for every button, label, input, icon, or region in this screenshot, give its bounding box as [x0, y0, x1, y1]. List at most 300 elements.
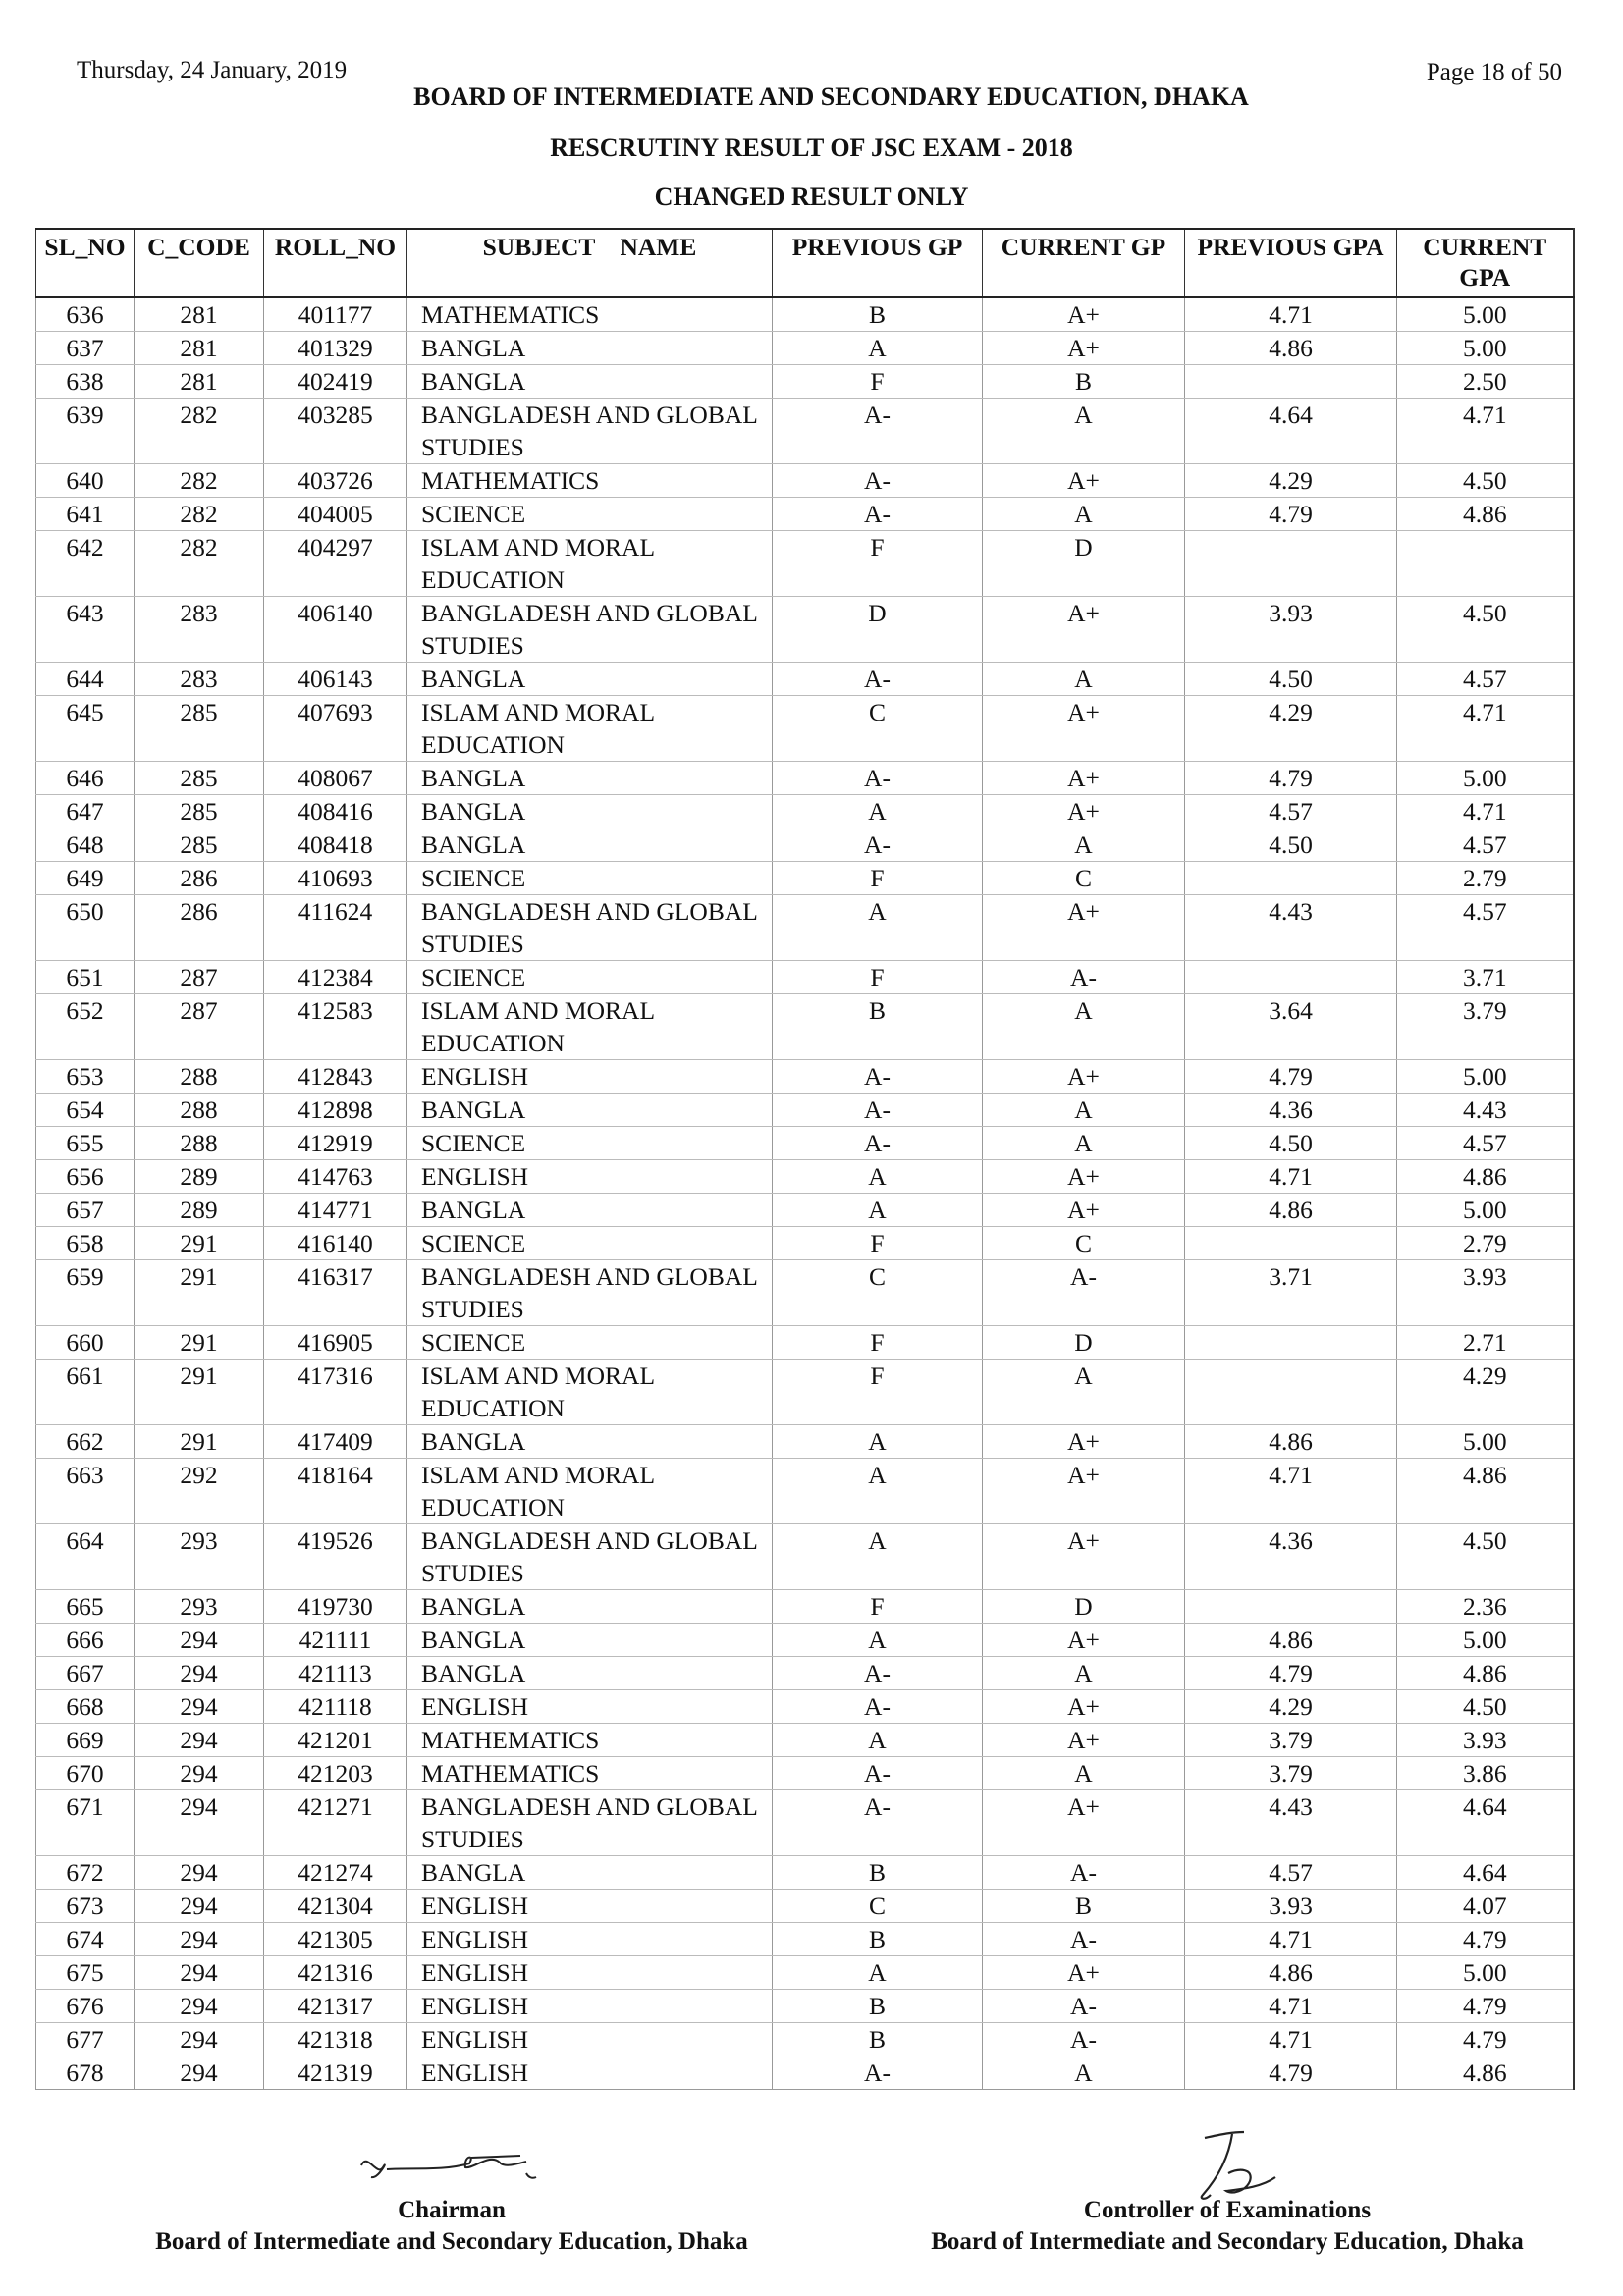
subject-name-cell: MATHEMATICS — [407, 1724, 773, 1757]
previous-gpa-cell: 3.93 — [1185, 597, 1397, 663]
previous-gpa-cell: 4.36 — [1185, 1524, 1397, 1590]
previous-gpa-cell: 4.86 — [1185, 332, 1397, 365]
previous-gpa-cell: 4.86 — [1185, 1624, 1397, 1657]
c-code-cell: 286 — [135, 895, 264, 961]
roll-no-cell: 421203 — [264, 1757, 407, 1790]
table-row — [36, 1690, 1574, 1724]
roll-no-cell: 421317 — [264, 1990, 407, 2023]
roll-no-cell: 411624 — [264, 895, 407, 961]
previous-gp-cell: A- — [773, 1094, 983, 1127]
previous-gpa-cell: 4.71 — [1185, 1990, 1397, 2023]
c-code-cell: 283 — [135, 663, 264, 696]
current-gpa-cell: 5.00 — [1397, 762, 1574, 795]
current-gpa-cell: 4.86 — [1397, 1160, 1574, 1194]
current-gpa-cell — [1397, 531, 1574, 597]
table-row — [36, 297, 1574, 332]
c-code-cell: 291 — [135, 1260, 264, 1326]
subject-name-cell: BANGLADESH AND GLOBAL STUDIES — [407, 1790, 773, 1856]
previous-gp-cell: A — [773, 795, 983, 828]
roll-no-cell: 408067 — [264, 762, 407, 795]
roll-no-cell: 407693 — [264, 696, 407, 762]
table-row — [36, 862, 1574, 895]
current-gpa-cell: 5.00 — [1397, 1425, 1574, 1459]
table-row — [36, 597, 1574, 663]
table-row — [36, 531, 1574, 597]
previous-gp-cell: F — [773, 1227, 983, 1260]
table-row — [36, 895, 1574, 961]
sl-no-cell: 645 — [36, 696, 135, 762]
previous-gpa-cell: 3.71 — [1185, 1260, 1397, 1326]
previous-gpa-cell: 4.71 — [1185, 1160, 1397, 1194]
current-gp-cell: A — [983, 399, 1185, 464]
previous-gpa-cell — [1185, 531, 1397, 597]
current-gp-cell: A+ — [983, 696, 1185, 762]
sl-no-cell: 675 — [36, 1956, 135, 1990]
current-gpa-cell: 5.00 — [1397, 297, 1574, 332]
previous-gp-cell: A- — [773, 1657, 983, 1690]
sl-no-cell: 639 — [36, 399, 135, 464]
c-code-cell: 294 — [135, 1790, 264, 1856]
previous-gp-cell: F — [773, 365, 983, 399]
current-gpa-cell: 2.79 — [1397, 862, 1574, 895]
current-gp-cell: A+ — [983, 597, 1185, 663]
current-gp-cell: A+ — [983, 1790, 1185, 1856]
controller-title: Controller of Examinations — [1083, 2197, 1372, 2223]
current-gpa-cell: 4.57 — [1397, 663, 1574, 696]
previous-gpa-cell: 4.36 — [1185, 1094, 1397, 1127]
c-code-cell: 293 — [135, 1590, 264, 1624]
c-code-cell: 294 — [135, 1890, 264, 1923]
subject-name-cell: ENGLISH — [407, 1956, 773, 1990]
subject-name-cell: BANGLA — [407, 1194, 773, 1227]
previous-gp-cell: A- — [773, 828, 983, 862]
current-gpa-cell: 4.50 — [1397, 1690, 1574, 1724]
col-roll-no: ROLL_NO — [264, 229, 407, 297]
previous-gp-cell: B — [773, 994, 983, 1060]
current-gp-cell: A+ — [983, 1956, 1185, 1990]
sl-no-cell: 646 — [36, 762, 135, 795]
table-row — [36, 1757, 1574, 1790]
current-gp-cell: C — [983, 862, 1185, 895]
previous-gpa-cell: 4.29 — [1185, 696, 1397, 762]
roll-no-cell: 404297 — [264, 531, 407, 597]
roll-no-cell: 419730 — [264, 1590, 407, 1624]
table-row — [36, 1890, 1574, 1923]
table-row — [36, 1326, 1574, 1360]
current-gp-cell: A- — [983, 1923, 1185, 1956]
previous-gpa-cell: 4.86 — [1185, 1956, 1397, 1990]
previous-gp-cell: A — [773, 1425, 983, 1459]
chairman-title: Chairman — [398, 2197, 506, 2223]
c-code-cell: 292 — [135, 1459, 264, 1524]
current-gp-cell: A+ — [983, 1194, 1185, 1227]
current-gp-cell: B — [983, 365, 1185, 399]
sl-no-cell: 644 — [36, 663, 135, 696]
previous-gpa-cell: 4.50 — [1185, 828, 1397, 862]
c-code-cell: 291 — [135, 1425, 264, 1459]
table-row — [36, 795, 1574, 828]
table-row — [36, 1360, 1574, 1425]
current-gp-cell: A- — [983, 2023, 1185, 2056]
subject-name-cell: ENGLISH — [407, 1690, 773, 1724]
current-gpa-cell: 4.79 — [1397, 1990, 1574, 2023]
c-code-cell: 288 — [135, 1094, 264, 1127]
table-row — [36, 961, 1574, 994]
previous-gp-cell: F — [773, 531, 983, 597]
previous-gp-cell: A — [773, 1624, 983, 1657]
table-row — [36, 663, 1574, 696]
current-gpa-cell: 3.93 — [1397, 1724, 1574, 1757]
table-row — [36, 1260, 1574, 1326]
sl-no-cell: 656 — [36, 1160, 135, 1194]
previous-gp-cell: A- — [773, 663, 983, 696]
previous-gpa-cell: 4.50 — [1185, 1127, 1397, 1160]
col-previous-gp: PREVIOUS GP — [773, 229, 983, 297]
roll-no-cell: 421201 — [264, 1724, 407, 1757]
subject-name-cell: BANGLA — [407, 1657, 773, 1690]
previous-gpa-cell: 4.86 — [1185, 1194, 1397, 1227]
c-code-cell: 282 — [135, 531, 264, 597]
subject-name-cell: ENGLISH — [407, 1990, 773, 2023]
subject-name-cell: ISLAM AND MORAL EDUCATION — [407, 1459, 773, 1524]
previous-gp-cell: A — [773, 332, 983, 365]
roll-no-cell: 406143 — [264, 663, 407, 696]
subject-name-cell: BANGLA — [407, 1590, 773, 1624]
table-row — [36, 696, 1574, 762]
previous-gpa-cell: 3.79 — [1185, 1757, 1397, 1790]
roll-no-cell: 406140 — [264, 597, 407, 663]
table-row — [36, 1990, 1574, 2023]
previous-gp-cell: A — [773, 1459, 983, 1524]
subject-name-cell: ENGLISH — [407, 1923, 773, 1956]
previous-gp-cell: F — [773, 961, 983, 994]
current-gp-cell: A — [983, 663, 1185, 696]
roll-no-cell: 412919 — [264, 1127, 407, 1160]
current-gp-cell: A+ — [983, 1160, 1185, 1194]
table-row — [36, 1060, 1574, 1094]
sl-no-cell: 648 — [36, 828, 135, 862]
roll-no-cell: 403285 — [264, 399, 407, 464]
sl-no-cell: 661 — [36, 1360, 135, 1425]
previous-gpa-cell: 4.43 — [1185, 1790, 1397, 1856]
previous-gp-cell: B — [773, 2023, 983, 2056]
subject-name-cell: ISLAM AND MORAL EDUCATION — [407, 994, 773, 1060]
c-code-cell: 294 — [135, 1624, 264, 1657]
current-gp-cell: A — [983, 498, 1185, 531]
current-gpa-cell: 3.86 — [1397, 1757, 1574, 1790]
c-code-cell: 294 — [135, 1690, 264, 1724]
current-gpa-cell: 4.79 — [1397, 2023, 1574, 2056]
current-gpa-cell: 2.71 — [1397, 1326, 1574, 1360]
current-gpa-cell: 4.86 — [1397, 1657, 1574, 1690]
roll-no-cell: 421113 — [264, 1657, 407, 1690]
roll-no-cell: 403726 — [264, 464, 407, 498]
previous-gp-cell: C — [773, 696, 983, 762]
c-code-cell: 282 — [135, 399, 264, 464]
current-gp-cell: A — [983, 994, 1185, 1060]
c-code-cell: 285 — [135, 795, 264, 828]
sl-no-cell: 650 — [36, 895, 135, 961]
previous-gp-cell: B — [773, 1856, 983, 1890]
c-code-cell: 294 — [135, 1990, 264, 2023]
previous-gpa-cell: 4.71 — [1185, 297, 1397, 332]
subject-name-cell: BANGLADESH AND GLOBAL STUDIES — [407, 1260, 773, 1326]
sl-no-cell: 665 — [36, 1590, 135, 1624]
table-row — [36, 1194, 1574, 1227]
subject-name-cell: MATHEMATICS — [407, 464, 773, 498]
current-gpa-cell: 4.57 — [1397, 895, 1574, 961]
roll-no-cell: 421316 — [264, 1956, 407, 1990]
sl-no-cell: 659 — [36, 1260, 135, 1326]
sl-no-cell: 640 — [36, 464, 135, 498]
subject-name-cell: SCIENCE — [407, 862, 773, 895]
roll-no-cell: 404005 — [264, 498, 407, 531]
current-gp-cell: A- — [983, 1260, 1185, 1326]
subject-name-cell: ISLAM AND MORAL EDUCATION — [407, 696, 773, 762]
previous-gp-cell: C — [773, 1890, 983, 1923]
c-code-cell: 294 — [135, 1923, 264, 1956]
current-gp-cell: A+ — [983, 1425, 1185, 1459]
sl-no-cell: 669 — [36, 1724, 135, 1757]
sl-no-cell: 664 — [36, 1524, 135, 1590]
subject-name-cell: SCIENCE — [407, 1227, 773, 1260]
roll-no-cell: 417409 — [264, 1425, 407, 1459]
roll-no-cell: 408418 — [264, 828, 407, 862]
table-row — [36, 1160, 1574, 1194]
previous-gp-cell: B — [773, 297, 983, 332]
c-code-cell: 281 — [135, 332, 264, 365]
subject-name-cell: BANGLA — [407, 1425, 773, 1459]
c-code-cell: 294 — [135, 1956, 264, 1990]
current-gpa-cell: 5.00 — [1397, 1624, 1574, 1657]
c-code-cell: 294 — [135, 1856, 264, 1890]
current-gpa-cell: 4.50 — [1397, 1524, 1574, 1590]
roll-no-cell: 421111 — [264, 1624, 407, 1657]
subject-name-cell: SCIENCE — [407, 1326, 773, 1360]
subject-name-cell: BANGLA — [407, 1856, 773, 1890]
roll-no-cell: 421319 — [264, 2056, 407, 2090]
c-code-cell: 293 — [135, 1524, 264, 1590]
current-gpa-cell: 4.64 — [1397, 1790, 1574, 1856]
sl-no-cell: 672 — [36, 1856, 135, 1890]
previous-gpa-cell: 4.79 — [1185, 762, 1397, 795]
previous-gpa-cell — [1185, 1590, 1397, 1624]
previous-gp-cell: B — [773, 1923, 983, 1956]
current-gpa-cell: 3.71 — [1397, 961, 1574, 994]
table-row — [36, 1524, 1574, 1590]
current-gpa-cell: 2.79 — [1397, 1227, 1574, 1260]
results-table — [35, 228, 1575, 2090]
roll-no-cell: 416140 — [264, 1227, 407, 1260]
previous-gpa-cell: 4.71 — [1185, 1923, 1397, 1956]
current-gp-cell: A — [983, 1657, 1185, 1690]
controller-organization: Board of Intermediate and Secondary Education, Dhaka — [931, 2228, 1524, 2255]
current-gpa-cell: 4.79 — [1397, 1923, 1574, 1956]
previous-gpa-cell: 4.50 — [1185, 663, 1397, 696]
sl-no-cell: 647 — [36, 795, 135, 828]
table-row — [36, 1790, 1574, 1856]
sl-no-cell: 663 — [36, 1459, 135, 1524]
previous-gp-cell: A — [773, 895, 983, 961]
current-gpa-cell: 4.57 — [1397, 1127, 1574, 1160]
sl-no-cell: 636 — [36, 297, 135, 332]
table-row — [36, 365, 1574, 399]
roll-no-cell: 418164 — [264, 1459, 407, 1524]
previous-gpa-cell: 4.57 — [1185, 1856, 1397, 1890]
current-gp-cell: A+ — [983, 1524, 1185, 1590]
table-row — [36, 1127, 1574, 1160]
previous-gp-cell: A- — [773, 1757, 983, 1790]
sl-no-cell: 638 — [36, 365, 135, 399]
table-row — [36, 1459, 1574, 1524]
previous-gpa-cell: 4.79 — [1185, 2056, 1397, 2090]
table-row — [36, 1724, 1574, 1757]
table-row — [36, 1856, 1574, 1890]
current-gp-cell: A — [983, 2056, 1185, 2090]
previous-gpa-cell: 4.71 — [1185, 1459, 1397, 1524]
previous-gpa-cell: 4.79 — [1185, 1657, 1397, 1690]
previous-gp-cell: F — [773, 862, 983, 895]
previous-gpa-cell: 3.79 — [1185, 1724, 1397, 1757]
current-gp-cell: A- — [983, 1990, 1185, 2023]
print-date: Thursday, 24 January, 2019 — [77, 57, 348, 83]
current-gp-cell: B — [983, 1890, 1185, 1923]
sl-no-cell: 641 — [36, 498, 135, 531]
col-c-code: C_CODE — [135, 229, 264, 297]
current-gp-cell: A — [983, 1094, 1185, 1127]
table-row — [36, 1657, 1574, 1690]
subject-name-cell: ENGLISH — [407, 1060, 773, 1094]
sl-no-cell: 674 — [36, 1923, 135, 1956]
current-gp-cell: A+ — [983, 1459, 1185, 1524]
c-code-cell: 285 — [135, 762, 264, 795]
current-gpa-cell: 4.50 — [1397, 597, 1574, 663]
roll-no-cell: 408416 — [264, 795, 407, 828]
table-header-row — [36, 229, 1574, 297]
sl-no-cell: 651 — [36, 961, 135, 994]
table-row — [36, 762, 1574, 795]
previous-gp-cell: A — [773, 1724, 983, 1757]
current-gp-cell: A+ — [983, 297, 1185, 332]
previous-gpa-cell — [1185, 1326, 1397, 1360]
chairman-signature — [353, 2138, 550, 2197]
sl-no-cell: 660 — [36, 1326, 135, 1360]
result-subtitle: CHANGED RESULT ONLY — [654, 183, 969, 211]
c-code-cell: 291 — [135, 1227, 264, 1260]
previous-gpa-cell — [1185, 365, 1397, 399]
c-code-cell: 294 — [135, 2056, 264, 2090]
current-gpa-cell: 3.93 — [1397, 1260, 1574, 1326]
current-gp-cell: D — [983, 531, 1185, 597]
previous-gp-cell: F — [773, 1360, 983, 1425]
roll-no-cell: 416905 — [264, 1326, 407, 1360]
col-subject-name: SUBJECT NAME — [407, 229, 773, 297]
previous-gpa-cell: 4.43 — [1185, 895, 1397, 961]
c-code-cell: 291 — [135, 1360, 264, 1425]
subject-name-cell: ISLAM AND MORAL EDUCATION — [407, 531, 773, 597]
sl-no-cell: 649 — [36, 862, 135, 895]
current-gpa-cell: 4.50 — [1397, 464, 1574, 498]
c-code-cell: 282 — [135, 464, 264, 498]
current-gpa-cell: 4.71 — [1397, 795, 1574, 828]
previous-gp-cell: A- — [773, 1690, 983, 1724]
table-row — [36, 1956, 1574, 1990]
sl-no-cell: 668 — [36, 1690, 135, 1724]
sl-no-cell: 655 — [36, 1127, 135, 1160]
previous-gp-cell: A- — [773, 1790, 983, 1856]
previous-gp-cell: A- — [773, 2056, 983, 2090]
subject-name-cell: BANGLA — [407, 365, 773, 399]
current-gpa-cell: 4.29 — [1397, 1360, 1574, 1425]
roll-no-cell: 416317 — [264, 1260, 407, 1326]
sl-no-cell: 667 — [36, 1657, 135, 1690]
previous-gpa-cell: 4.71 — [1185, 2023, 1397, 2056]
current-gpa-cell: 4.86 — [1397, 498, 1574, 531]
current-gpa-cell: 4.86 — [1397, 2056, 1574, 2090]
sl-no-cell: 676 — [36, 1990, 135, 2023]
current-gpa-cell: 4.57 — [1397, 828, 1574, 862]
previous-gp-cell: D — [773, 597, 983, 663]
previous-gpa-cell: 4.86 — [1185, 1425, 1397, 1459]
c-code-cell: 282 — [135, 498, 264, 531]
previous-gp-cell: A- — [773, 399, 983, 464]
table-row — [36, 2056, 1574, 2090]
roll-no-cell: 401329 — [264, 332, 407, 365]
table-row — [36, 1094, 1574, 1127]
col-current-gp: CURRENT GP — [983, 229, 1185, 297]
current-gpa-cell: 5.00 — [1397, 1060, 1574, 1094]
sl-no-cell: 657 — [36, 1194, 135, 1227]
subject-name-cell: SCIENCE — [407, 961, 773, 994]
previous-gpa-cell: 4.57 — [1185, 795, 1397, 828]
previous-gp-cell: A- — [773, 762, 983, 795]
col-sl-no: SL_NO — [36, 229, 135, 297]
previous-gp-cell: A- — [773, 498, 983, 531]
current-gp-cell: A+ — [983, 464, 1185, 498]
subject-name-cell: ENGLISH — [407, 1890, 773, 1923]
current-gpa-cell: 4.71 — [1397, 696, 1574, 762]
c-code-cell: 291 — [135, 1326, 264, 1360]
c-code-cell: 289 — [135, 1160, 264, 1194]
board-title: BOARD OF INTERMEDIATE AND SECONDARY EDUCATION, DHAKA — [413, 82, 1249, 111]
previous-gpa-cell: 4.79 — [1185, 498, 1397, 531]
c-code-cell: 288 — [135, 1127, 264, 1160]
subject-name-cell: SCIENCE — [407, 498, 773, 531]
previous-gpa-cell: 4.29 — [1185, 464, 1397, 498]
current-gp-cell: A- — [983, 961, 1185, 994]
current-gp-cell: A — [983, 1757, 1185, 1790]
previous-gp-cell: A — [773, 1194, 983, 1227]
roll-no-cell: 421305 — [264, 1923, 407, 1956]
c-code-cell: 294 — [135, 2023, 264, 2056]
previous-gpa-cell: 4.64 — [1185, 399, 1397, 464]
previous-gp-cell: F — [773, 1590, 983, 1624]
previous-gp-cell: B — [773, 1990, 983, 2023]
sl-no-cell: 658 — [36, 1227, 135, 1260]
current-gpa-cell: 4.07 — [1397, 1890, 1574, 1923]
current-gpa-cell: 4.64 — [1397, 1856, 1574, 1890]
sl-no-cell: 637 — [36, 332, 135, 365]
previous-gpa-cell — [1185, 961, 1397, 994]
current-gpa-cell: 4.86 — [1397, 1459, 1574, 1524]
current-gp-cell: D — [983, 1326, 1185, 1360]
current-gp-cell: A+ — [983, 895, 1185, 961]
exam-title: RESCRUTINY RESULT OF JSC EXAM - 2018 — [550, 133, 1073, 162]
c-code-cell: 285 — [135, 828, 264, 862]
table-row — [36, 464, 1574, 498]
current-gp-cell: A+ — [983, 762, 1185, 795]
previous-gp-cell: A — [773, 1160, 983, 1194]
